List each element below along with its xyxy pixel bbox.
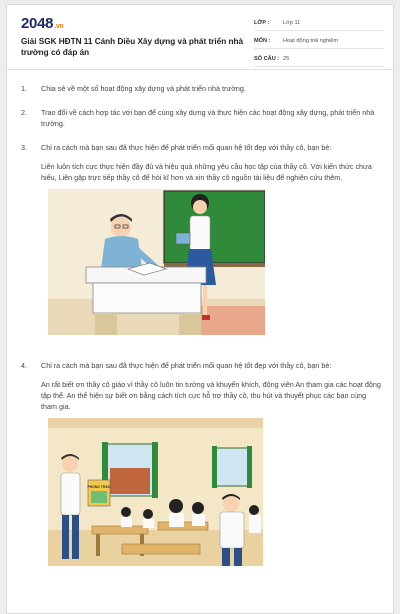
meta-value: 25 — [283, 56, 290, 62]
teacher-student-image — [48, 189, 265, 335]
meta-value: Hoạt động trải nghiệm — [283, 38, 339, 44]
document-meta — [254, 16, 384, 70]
question-text: Chỉ ra cách mà bạn sau đã thực hiện để phát triển mối quan hệ tốt đẹp với thầy cô, bạn bè: — [41, 361, 332, 370]
classroom-image — [48, 418, 263, 566]
answer-text: Liên luôn tích cực thực hiện đầy đủ và hiệu quả những yêu cầu học tập của thầy cô. Với kiến thức chưa hiểu, Liên gặp trực tiếp thầy cô để hỏi kĩ hơn và xin thầy cô nguồn tài liệu để nghiên cứu thêm. — [41, 162, 372, 182]
question-list — [21, 83, 381, 571]
logo-text: 2048 — [21, 15, 54, 32]
site-logo[interactable] — [21, 15, 63, 32]
question-number: 3. — [21, 143, 27, 152]
question-text: Chỉ ra cách mà bạn sau đã thực hiện để phát triển mối quan hệ tốt đẹp với thầy cô, bạn bè: — [41, 143, 332, 152]
meta-key: LỚP : — [254, 20, 270, 26]
question-text: Trao đổi về cách hợp tác với bạn để cùng xây dựng và thực hiện các hoạt động xây dựng, phát triển nhà trường. — [41, 108, 375, 128]
question-item — [21, 83, 381, 94]
question-text: Chia sẻ về một số hoạt động xây dựng và phát triển nhà trường. — [41, 84, 246, 93]
answer-text: An rất biết ơn thầy cô giáo vì thầy cô luôn tin tưởng và khuyến khích, động viên An tham gia các hoạt động tập thể. An thể hiện sự biết ơn bằng cách tích cực hỗ trợ thầy cô, thu hút và thuyết phục các bạn cùng tham gia. — [41, 380, 381, 411]
question-number: 1. — [21, 84, 27, 93]
page-header — [7, 5, 393, 70]
meta-key: MÔN : — [254, 38, 271, 44]
meta-subject — [254, 34, 384, 49]
question-number: 2. — [21, 108, 27, 117]
document-page — [6, 4, 394, 614]
meta-count — [254, 52, 384, 67]
question-item — [21, 142, 381, 153]
logo-suffix: .vn — [54, 23, 64, 30]
illustration-teacher-student — [48, 189, 381, 340]
question-item — [21, 360, 381, 371]
question-number: 4. — [21, 361, 27, 370]
document-title: Giải SGK HĐTN 11 Cánh Diều Xây dựng và phát triển nhà trường có đáp án — [21, 37, 244, 57]
meta-key: SỐ CÂU : — [254, 56, 280, 62]
poster-text: PHONG TRÀO — [87, 485, 111, 489]
meta-class — [254, 16, 384, 31]
question-item — [21, 107, 381, 129]
meta-value: Lớp 11 — [283, 20, 301, 26]
illustration-classroom — [48, 418, 381, 571]
